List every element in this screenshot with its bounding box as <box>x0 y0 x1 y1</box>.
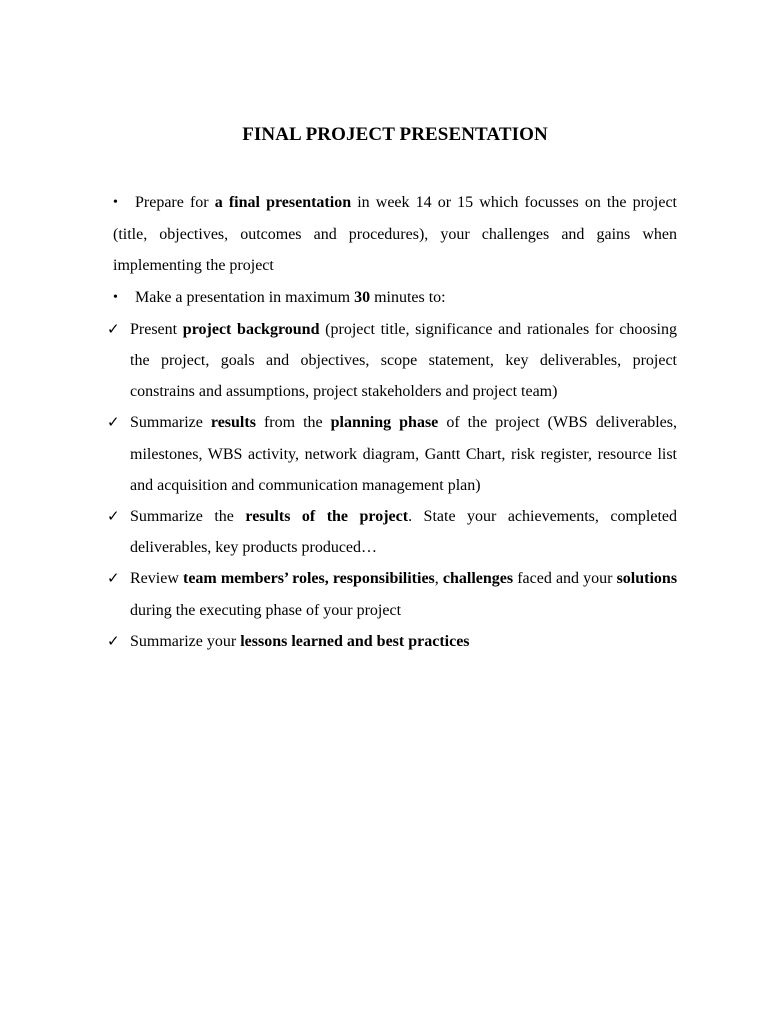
checklist-item-lessons <box>107 626 677 657</box>
check-text-segment: Summarize your <box>130 632 241 650</box>
checklist <box>107 314 678 657</box>
check-text-bold: solutions <box>616 570 678 588</box>
bullet-text-segment: Prepare for <box>135 194 215 211</box>
check-text-bold: team members’ roles, responsibilities <box>182 570 435 588</box>
check-text-bold: challenges <box>442 570 514 588</box>
check-text-bold: results <box>210 414 256 432</box>
check-text-segment: faced and your <box>513 570 617 588</box>
check-text-segment: Summarize <box>130 414 211 432</box>
checklist-item-background <box>107 314 677 408</box>
bullet-text-bold: a final presentation <box>214 194 352 211</box>
bullet-dot-icon: • <box>113 195 118 210</box>
bullet-item <box>113 282 677 314</box>
check-text-segment: . State your achievements, completed deliverables, key products produced… <box>130 508 678 557</box>
check-text-bold: results of the project <box>245 508 409 526</box>
bullet-text-segment: Make a presentation in maximum <box>135 288 355 306</box>
page-title: FINAL PROJECT PRESENTATION <box>242 124 548 145</box>
check-text-segment: during the executing phase of your project <box>130 601 402 619</box>
bullet-dot-icon: • <box>113 289 118 305</box>
check-text-bold: planning phase <box>330 414 439 432</box>
check-text-segment: , <box>434 570 443 588</box>
check-text-segment: Summarize the <box>130 508 246 526</box>
check-text-segment: of the project (WBS deliverables, milestones, WBS activity, network diagram, Gantt Chart, risk register, resource list and acquisition and communication management plan) <box>130 414 678 494</box>
checklist-item-team-review <box>107 563 678 625</box>
check-text-segment: Review <box>130 570 183 588</box>
checkmark-icon: ✓ <box>107 319 120 338</box>
check-text-bold: lessons learned and best practices <box>240 632 470 650</box>
checkmark-icon: ✓ <box>107 631 120 650</box>
checkmark-icon: ✓ <box>107 413 120 432</box>
checklist-item-planning-results <box>107 407 678 501</box>
document-body <box>107 187 678 657</box>
check-text-segment: Present <box>130 320 183 338</box>
check-text-segment: from the <box>255 414 331 432</box>
checkmark-icon: ✓ <box>107 569 120 588</box>
bullet-list <box>113 187 677 314</box>
bullet-text-segment: minutes to: <box>370 288 446 306</box>
bullet-item <box>113 187 677 282</box>
check-text-bold: project background <box>182 320 320 338</box>
checkmark-icon: ✓ <box>107 507 120 526</box>
checklist-item-project-results <box>107 501 678 563</box>
bullet-text-bold: 30 <box>354 288 371 306</box>
check-text-segment: (project title, significance and rationales for choosing the project, goals and objectives, scope statement, key deliverables, project constrains and assumptions, project stakeholders and project team) <box>130 320 677 401</box>
bullet-text-segment: in week 14 or 15 which focusses on the project (title, objectives, outcomes and procedures), your challenges and gains when implementing the project <box>113 194 678 275</box>
